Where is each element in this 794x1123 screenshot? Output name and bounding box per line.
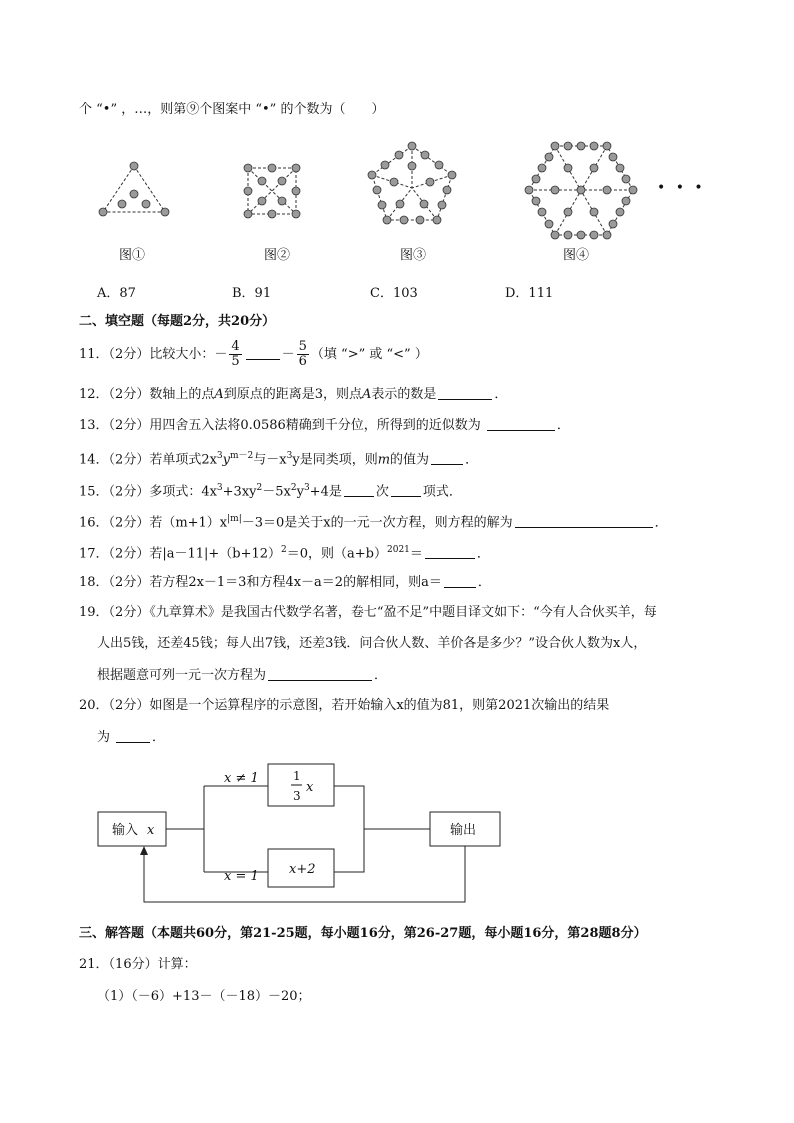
figure-4-hexagon <box>522 140 640 242</box>
q17-answer-blank[interactable] <box>425 544 475 559</box>
fraction-denominator: 3 <box>293 789 301 803</box>
q14-text: 14．（2分）若单项式2x <box>79 452 217 468</box>
q17-tail: ＝ <box>409 546 423 562</box>
q15-degree-blank[interactable] <box>344 482 374 497</box>
q12-point-a-2: A <box>362 387 372 402</box>
q14-exp-3: 3 <box>286 451 293 461</box>
q16-text: 16．（2分）若（m+1）x <box>79 515 228 531</box>
bottom-condition: x = 1 <box>224 869 259 884</box>
q12-text: 12．（2分）数轴上的点 <box>79 387 215 402</box>
figure-4-caption: 图④ <box>563 248 590 263</box>
q18-answer-blank[interactable] <box>444 573 476 588</box>
option-a: A．87 <box>97 286 136 301</box>
q11-num-2: 5 <box>298 339 307 354</box>
figure-2-square <box>240 160 304 222</box>
option-b: B．91 <box>232 286 272 301</box>
question-19-line-2: 人出5钱，还差45钱；每人出7钱，还差3钱．问合伙人数、羊价各是多少？”设合伙人数为x人， <box>97 636 647 651</box>
fraction-var: x <box>306 780 314 795</box>
input-var: x <box>147 823 155 838</box>
question-11 <box>79 340 428 369</box>
q14-var-m: m <box>377 452 391 468</box>
input-label: 输入 <box>112 823 139 838</box>
q10-tail: 个 “•” ，…，则第⑨个图案中 “•” 的个数为（ ） <box>79 102 385 117</box>
q15-exp-2: 2 <box>256 483 263 493</box>
question-19-line-3 <box>97 666 387 685</box>
fraction-5-6 <box>297 340 309 369</box>
q12-mid: 到原点的距离是3，则点 <box>223 387 362 402</box>
question-16 <box>79 510 668 532</box>
section-3-title: 三、解答题（本题共60分，第21-25题，每小题16分，第26-27题，每小题16分，第28题8分） <box>79 926 647 941</box>
q18-end: ． <box>477 575 491 590</box>
question-18 <box>79 573 491 592</box>
q19-text-3: 根据题意可列一元一次方程为 <box>97 668 267 683</box>
q17-mid: ＝0，则（a+b） <box>286 546 387 562</box>
question-12 <box>79 385 507 404</box>
q11-num-1: 4 <box>231 339 240 354</box>
q11-den-2: 6 <box>298 354 307 369</box>
q14-exp-2: m－2 <box>230 451 254 461</box>
figure-2-caption: 图② <box>264 248 291 263</box>
question-17 <box>79 541 490 563</box>
q15-term-d: +4是 <box>309 484 342 500</box>
question-15 <box>79 479 462 501</box>
q13-end: ． <box>556 418 570 433</box>
question-21: 21．（16分）计算： <box>79 957 197 972</box>
q16-end: ． <box>654 515 668 531</box>
q17-exp-1: 2 <box>281 545 287 555</box>
q14-var-y: y <box>222 452 231 468</box>
question-21-part-1: （1）（－6）+13－（－18）－20； <box>97 989 311 1004</box>
q19-answer-blank[interactable] <box>268 666 372 681</box>
q18-text: 18．（2分）若方程2x－1＝3和方程4x－a＝2的解相同，则a＝ <box>79 575 442 590</box>
figure-3-caption: 图③ <box>400 248 427 263</box>
question-14 <box>79 447 478 469</box>
q15-exp-3: 2 <box>290 483 297 493</box>
q12-answer-blank[interactable] <box>438 385 492 400</box>
q14-mid: 与－x <box>253 452 287 468</box>
q11-den-1: 5 <box>231 354 240 369</box>
question-13 <box>79 416 570 435</box>
q11-sign-1: － <box>214 347 228 362</box>
q20-answer-blank[interactable] <box>116 728 150 743</box>
q14-text-2: y是同类项，则 <box>292 452 378 468</box>
q15-exp-1: 3 <box>216 483 223 493</box>
q15-tail: 项式． <box>422 484 462 500</box>
q16-mid: －3＝0是关于x的一元一次方程，则方程的解为 <box>241 515 513 531</box>
question-20-line-2 <box>97 728 165 747</box>
output-label: 输出 <box>450 823 477 838</box>
q17-text: 17．（2分）若|a－11|+（b+12） <box>79 546 282 562</box>
q15-term-c: y <box>296 484 304 500</box>
q16-exp: |m| <box>227 514 242 524</box>
q19-end: ． <box>374 668 388 683</box>
q20-end: ． <box>152 730 166 745</box>
q12-point-a: A <box>214 387 224 402</box>
q15-terms-blank[interactable] <box>391 482 421 497</box>
option-c: C．103 <box>370 286 418 301</box>
q15-text: 15．（2分）多项式：4x <box>79 484 217 500</box>
q15-term-a: +3xy <box>222 484 257 500</box>
q12-end: ． <box>494 387 508 402</box>
q13-text: 13．（2分）用四舍五入法将0.0586精确到千分位，所得到的近似数为 <box>79 418 481 433</box>
figure-1-caption: 图① <box>119 248 146 263</box>
q15-ci: 次 <box>375 484 389 500</box>
q11-sign-2: － <box>281 347 295 362</box>
fraction-4-5 <box>229 340 241 369</box>
question-19-line-1: 19．（2分）《九章算术》是我国古代数学名著，卷七“盈不足”中题目译文如下：“今有人合伙买羊，每 <box>79 605 657 620</box>
top-condition: x ≠ 1 <box>224 771 259 786</box>
q11-head: 11．（2分）比较大小： <box>79 347 215 362</box>
question-20-line-1: 20．（2分）如图是一个运算程序的示意图，若开始输入x的值为81，则第2021次输出的结果 <box>79 698 610 713</box>
fraction-numerator: 1 <box>293 769 301 783</box>
program-flowchart <box>90 760 520 910</box>
option-d: D．111 <box>505 286 554 301</box>
plus-two-label: x+2 <box>289 862 316 877</box>
q11-tail: （填 “>” 或 “<” ） <box>310 347 428 362</box>
q15-term-b: －5x <box>262 484 291 500</box>
q17-end: ． <box>476 546 490 562</box>
q16-answer-blank[interactable] <box>515 513 653 528</box>
q17-exp-2: 2021 <box>387 545 410 555</box>
q14-tail: 的值为 <box>390 452 430 468</box>
q14-exp-1: 3 <box>216 451 223 461</box>
q15-exp-4: 3 <box>303 483 310 493</box>
q20-text-2: 为 <box>97 730 111 745</box>
q11-answer-blank[interactable] <box>246 345 280 360</box>
q14-answer-blank[interactable] <box>431 450 463 465</box>
q14-end: ． <box>465 452 479 468</box>
q12-tail: 表示的数是 <box>371 387 437 402</box>
section-2-title: 二、填空题（每题2分，共20分） <box>79 314 276 329</box>
arrow-up-icon <box>140 846 148 855</box>
figure-1-triangle <box>96 156 172 222</box>
ellipsis: • • • <box>657 180 706 196</box>
figure-3-pentagon <box>364 138 460 228</box>
q13-answer-blank[interactable] <box>487 416 555 431</box>
